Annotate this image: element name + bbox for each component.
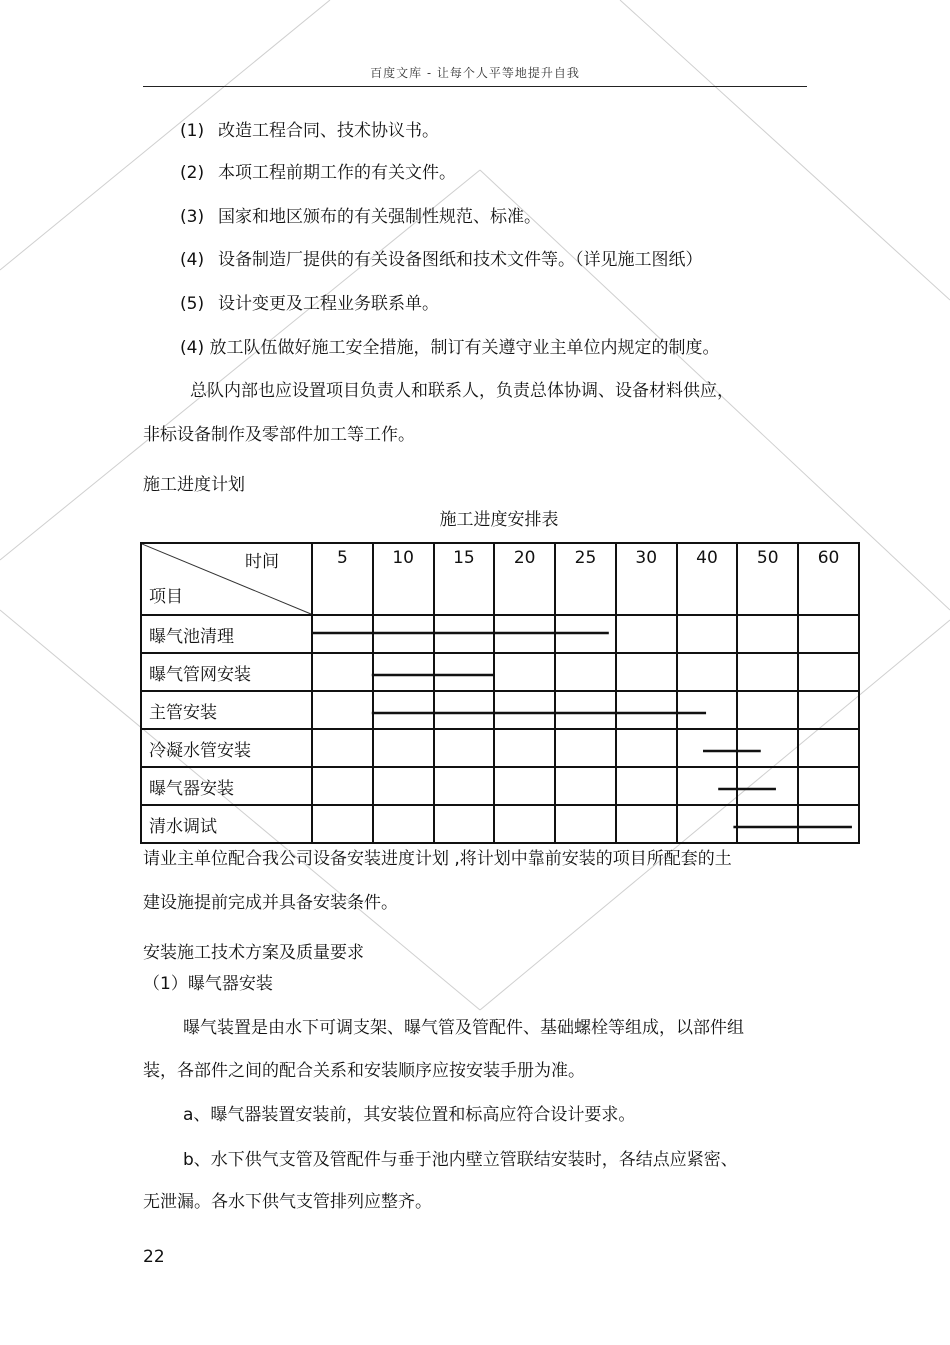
basis-item-number: (2) bbox=[180, 163, 205, 183]
schedule-table bbox=[140, 542, 860, 844]
item-b-line2: 无泄漏。各水下供气支管排列应整齐。 bbox=[143, 1192, 432, 1212]
task-name: 冷凝水管安装 bbox=[141, 729, 312, 767]
table-caption: 施工进度安排表 bbox=[439, 510, 559, 530]
para-team-line2: 非标设备制作及零部件加工等工作。 bbox=[143, 425, 415, 445]
table-row bbox=[141, 615, 859, 653]
table-corner-cell bbox=[141, 543, 312, 615]
time-header: 50 bbox=[737, 543, 798, 615]
basis-item-text: 设计变更及工程业务联系单。 bbox=[218, 294, 439, 314]
basis-item-2 bbox=[180, 162, 456, 184]
basis-item-number: (4) bbox=[180, 250, 205, 270]
basis-item-3 bbox=[180, 206, 541, 228]
section-install-heading: 安装施工技术方案及质量要求 bbox=[143, 943, 364, 963]
time-header: 60 bbox=[798, 543, 859, 615]
page-number: 22 bbox=[143, 1247, 165, 1267]
table-row bbox=[141, 767, 859, 805]
time-header: 15 bbox=[434, 543, 495, 615]
basis-item-text: 设备制造厂提供的有关设备图纸和技术文件等。（详见施工图纸） bbox=[218, 250, 703, 270]
basis-item-number: (5) bbox=[180, 294, 205, 314]
task-name: 曝气池清理 bbox=[141, 615, 312, 653]
basis-item-4 bbox=[180, 249, 703, 271]
basis-item-number: (1) bbox=[180, 121, 205, 141]
basis-item-text: 国家和地区颁布的有关强制性规范、标准。 bbox=[218, 207, 541, 227]
para-request-line2: 建设施提前完成并具备安装条件。 bbox=[143, 893, 398, 913]
task-name: 主管安装 bbox=[141, 691, 312, 729]
basis-item-5 bbox=[180, 293, 439, 315]
time-header: 5 bbox=[312, 543, 373, 615]
time-header: 10 bbox=[373, 543, 434, 615]
time-header: 20 bbox=[494, 543, 555, 615]
time-header: 30 bbox=[616, 543, 677, 615]
para-aerator-line2: 装，各部件之间的配合关系和安装顺序应按安装手册为准。 bbox=[143, 1061, 585, 1081]
item-a: a、曝气器装置安装前，其安装位置和标高应符合设计要求。 bbox=[183, 1105, 636, 1125]
task-name: 清水调试 bbox=[141, 805, 312, 843]
para-request-line1: 请业主单位配合我公司设备安装进度计划 ,将计划中靠前安装的项目所配套的土 bbox=[143, 849, 732, 869]
time-header: 40 bbox=[677, 543, 738, 615]
task-name: 曝气管网安装 bbox=[141, 653, 312, 691]
para-team-line1: 总队内部也应设置项目负责人和联系人，负责总体协调、设备材料供应， bbox=[190, 381, 734, 401]
basis-item-1 bbox=[180, 120, 439, 142]
page-header: 百度文库 - 让每个人平等地提升自我 bbox=[370, 66, 580, 80]
corner-time-label: 时间 bbox=[245, 552, 279, 572]
section-schedule-heading: 施工进度计划 bbox=[143, 475, 245, 495]
table-row bbox=[141, 805, 859, 843]
table-header-row bbox=[141, 543, 859, 615]
table-row bbox=[141, 691, 859, 729]
item-b-line1: b、水下供气支管及管配件与垂于池内壁立管联结安装时，各结点应紧密、 bbox=[183, 1150, 738, 1170]
header-rule bbox=[143, 86, 807, 87]
table-row bbox=[141, 729, 859, 767]
para-safety: (4) 放工队伍做好施工安全措施，制订有关遵守业主单位内规定的制度。 bbox=[180, 338, 720, 358]
basis-item-text: 本项工程前期工作的有关文件。 bbox=[218, 163, 456, 183]
table-row bbox=[141, 653, 859, 691]
para-aerator-line1: 曝气装置是由水下可调支架、曝气管及管配件、基础螺栓等组成，以部件组 bbox=[183, 1018, 744, 1038]
basis-item-number: (3) bbox=[180, 207, 205, 227]
corner-item-label: 项目 bbox=[149, 587, 183, 607]
subsection-aerator: （1）曝气器安装 bbox=[143, 974, 273, 994]
time-header: 25 bbox=[555, 543, 616, 615]
task-name: 曝气器安装 bbox=[141, 767, 312, 805]
basis-item-text: 改造工程合同、技术协议书。 bbox=[218, 121, 439, 141]
